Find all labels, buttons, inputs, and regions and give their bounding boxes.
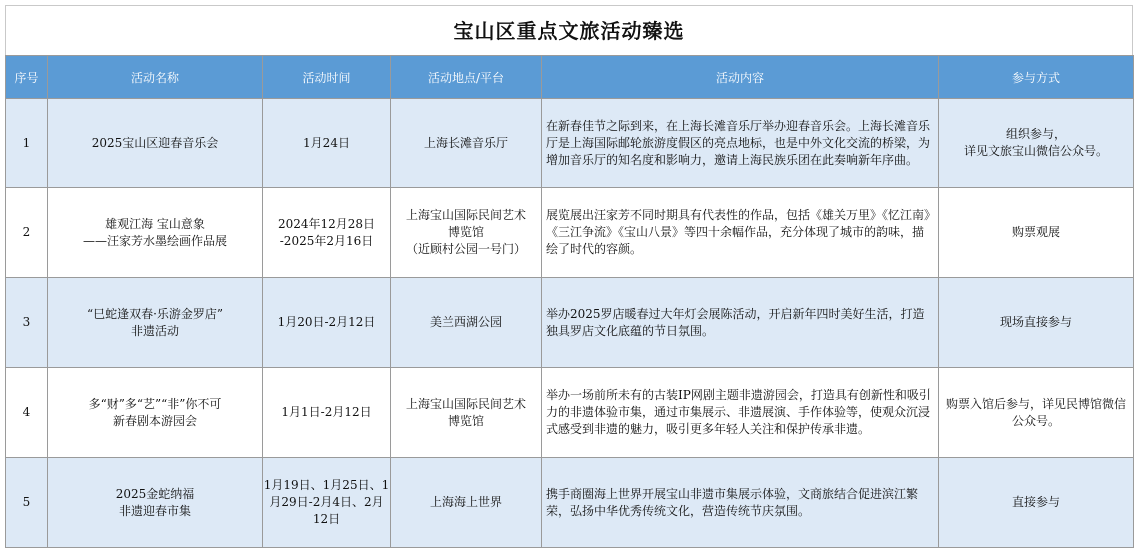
name-line: “巳蛇逢双春·乐游金罗店” bbox=[86, 306, 224, 321]
cell-time bbox=[263, 278, 391, 368]
cell-join bbox=[939, 278, 1134, 368]
join-line: 直接参与 bbox=[1011, 495, 1060, 509]
time-line: 1月19日、1月25日、1 bbox=[263, 478, 390, 492]
cell-name bbox=[48, 188, 263, 278]
venue-line: 上海宝山国际民间艺术 bbox=[405, 208, 526, 222]
cell-join bbox=[939, 368, 1134, 458]
header-join: 参与方式 bbox=[939, 56, 1134, 99]
time-line: 2024年12月28日 bbox=[277, 216, 376, 231]
cell-number: 3 bbox=[6, 278, 48, 368]
name-line: 雄观江海 宝山意象 bbox=[105, 216, 205, 231]
cell-time bbox=[263, 99, 391, 188]
name-line: 新春剧本游园会 bbox=[112, 413, 197, 428]
header-content: 活动内容 bbox=[542, 56, 939, 99]
activity-document bbox=[5, 5, 1133, 550]
cell-content: 举办2025罗店暖春过大年灯会展陈活动，开启新年四时美好生活，打造独具罗店文化底蕴的节日氛围。 bbox=[542, 278, 939, 368]
cell-venue bbox=[391, 368, 542, 458]
venue-line: 上海海上世界 bbox=[429, 495, 502, 509]
cell-content: 在新春佳节之际到来，在上海长滩音乐厅举办迎春音乐会。上海长滩音乐厅是上海国际邮轮旅游度假区的亮点地标，也是中外文化交流的桥梁，为增加音乐厅的知名度和影响力，邀请上海民族乐团在此奏响新年序曲。 bbox=[542, 99, 939, 188]
cell-time bbox=[263, 458, 391, 548]
venue-line: （近顾村公园一号门） bbox=[405, 242, 526, 256]
cell-name bbox=[48, 278, 263, 368]
cell-number: 4 bbox=[6, 368, 48, 458]
venue-line: 博览馆 bbox=[447, 225, 484, 239]
table-row bbox=[6, 458, 1134, 548]
venue-line: 上海宝山国际民间艺术 bbox=[405, 396, 526, 411]
cell-venue bbox=[391, 278, 542, 368]
name-line: 非遗迎春市集 bbox=[118, 503, 191, 518]
header-name: 活动名称 bbox=[48, 56, 263, 99]
table-header-row bbox=[6, 56, 1134, 99]
cell-time bbox=[263, 188, 391, 278]
cell-number: 1 bbox=[6, 99, 48, 188]
cell-number: 5 bbox=[6, 458, 48, 548]
cell-content: 展览展出汪家芳不同时期具有代表性的作品，包括《雄关万里》《忆江南》《三江争流》《宝山八景》等四十余幅作品，充分体现了城市的韵味，描绘了时代的容颜。 bbox=[542, 188, 939, 278]
name-line: ——汪家芳水墨绘画作品展 bbox=[82, 233, 227, 248]
time-line: 1月20日-2月12日 bbox=[277, 315, 376, 329]
join-line: 现场直接参与 bbox=[999, 315, 1072, 329]
join-line: 组织参与， bbox=[1005, 127, 1066, 141]
time-line: 12日 bbox=[312, 512, 341, 526]
cell-content: 举办一场前所未有的古装IP网剧主题非遗游园会，打造具有创新性和吸引力的非遗体验市集，通过市集展示、非遗展演、手作体验等，使观众沉浸式感受到非遗的魅力，吸引更多年轻人关注和保护传承非遗。 bbox=[542, 368, 939, 458]
name-line: 多“财”多“艺”“非”你不可 bbox=[88, 396, 222, 411]
venue-line: 博览馆 bbox=[447, 413, 484, 428]
header-time: 活动时间 bbox=[263, 56, 391, 99]
join-line: 购票观展 bbox=[1011, 225, 1060, 239]
cell-join bbox=[939, 188, 1134, 278]
page-title: 宝山区重点文旅活动臻选 bbox=[5, 5, 1133, 55]
cell-number: 2 bbox=[6, 188, 48, 278]
time-line: 1月1日-2月12日 bbox=[281, 405, 372, 419]
cell-venue bbox=[391, 188, 542, 278]
time-line: 1月24日 bbox=[303, 135, 350, 150]
header-number: 序号 bbox=[6, 56, 48, 99]
name-line: 非遗活动 bbox=[130, 323, 179, 338]
join-line: 详见文旅宝山微信公众号。 bbox=[963, 144, 1108, 158]
cell-venue bbox=[391, 458, 542, 548]
cell-join bbox=[939, 99, 1134, 188]
name-line: 2025金蛇纳福 bbox=[115, 486, 195, 501]
cell-name bbox=[48, 458, 263, 548]
table-row bbox=[6, 99, 1134, 188]
cell-join bbox=[939, 458, 1134, 548]
cell-name bbox=[48, 368, 263, 458]
table-row bbox=[6, 368, 1134, 458]
venue-line: 上海长滩音乐厅 bbox=[423, 135, 508, 150]
cell-name bbox=[48, 99, 263, 188]
join-line: 购票入馆后参与，详见民博馆微信公众号。 bbox=[945, 396, 1126, 428]
venue-line: 美兰西湖公园 bbox=[429, 315, 502, 329]
header-venue: 活动地点/平台 bbox=[391, 56, 542, 99]
time-line: 月29日-2月4日、2月 bbox=[269, 495, 384, 509]
name-line: 2025宝山区迎春音乐会 bbox=[91, 135, 219, 150]
table-row bbox=[6, 278, 1134, 368]
time-line: -2025年2月16日 bbox=[279, 233, 374, 248]
table-row bbox=[6, 188, 1134, 278]
activity-table bbox=[5, 55, 1134, 548]
cell-time bbox=[263, 368, 391, 458]
cell-venue bbox=[391, 99, 542, 188]
cell-content: 携手商圈海上世界开展宝山非遗市集展示体验，文商旅结合促进滨江繁荣，弘扬中华优秀传统文化，营造传统节庆氛围。 bbox=[542, 458, 939, 548]
